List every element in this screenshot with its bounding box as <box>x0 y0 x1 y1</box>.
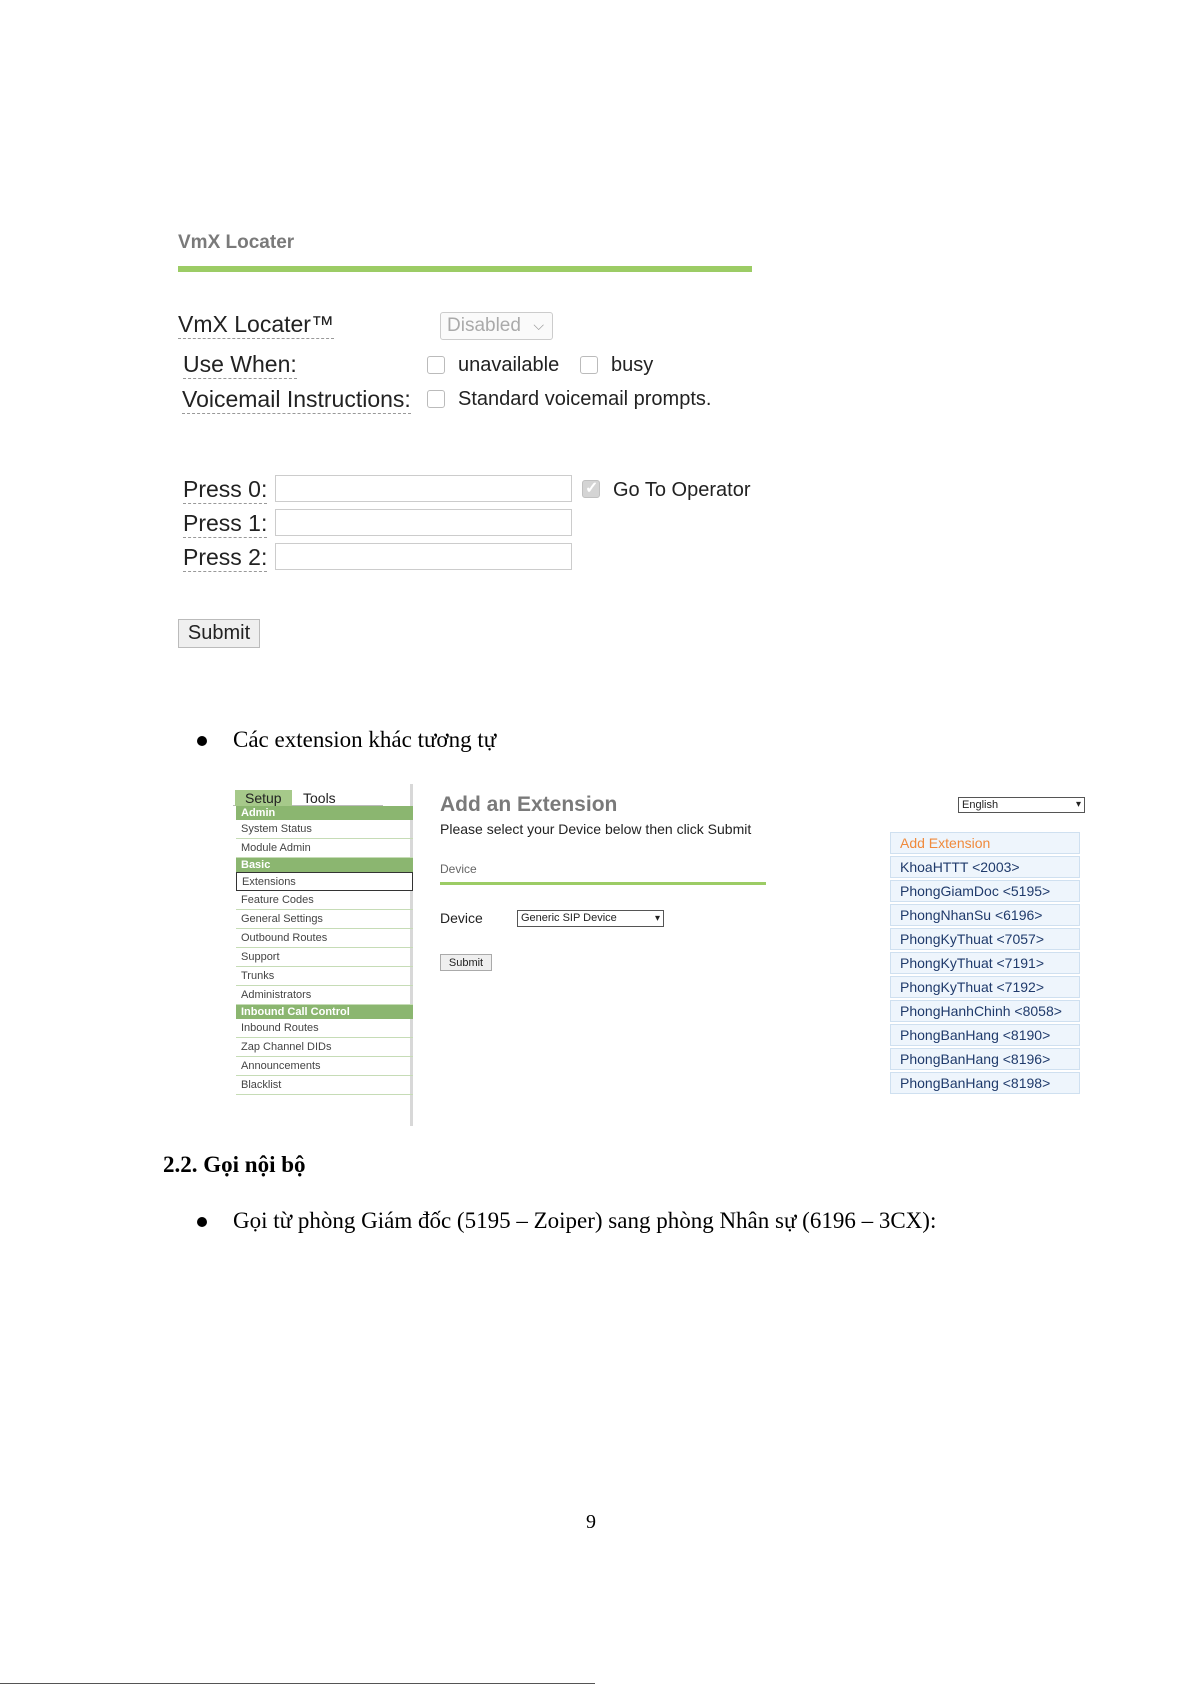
sidebar-item[interactable]: Administrators <box>236 986 413 1005</box>
nav-section-header: Inbound Call Control <box>236 1005 413 1019</box>
sidebar-item[interactable]: Support <box>236 948 413 967</box>
unavailable-label: unavailable <box>458 354 560 376</box>
section-heading: 2.2. Gọi nội bộ <box>163 1152 306 1177</box>
tab-setup[interactable]: Setup <box>235 790 292 806</box>
nav-section-header: Basic <box>236 858 413 872</box>
device-section-rule <box>440 882 766 885</box>
sidebar-item[interactable]: Extensions <box>236 872 413 891</box>
extension-link[interactable]: PhongBanHang <8198> <box>890 1072 1080 1094</box>
busy-label: busy <box>611 354 654 376</box>
sidebar-item[interactable]: System Status <box>236 820 413 839</box>
chevron-down-icon: ▾ <box>1075 799 1081 810</box>
freepbx-panel <box>233 784 1088 1126</box>
sidebar-item[interactable]: Inbound Routes <box>236 1019 413 1038</box>
sidebar-item[interactable]: Module Admin <box>236 839 413 858</box>
use-when-label: Use When: <box>183 351 297 377</box>
bullet-icon <box>197 736 207 746</box>
extension-link[interactable]: PhongHanhChinh <8058> <box>890 1000 1080 1022</box>
press1-label: Press 1: <box>183 510 268 536</box>
page-number: 9 <box>586 1511 596 1533</box>
bullet-text-1: Các extension khác tương tự <box>233 727 497 752</box>
pbx-submit-button[interactable]: Submit <box>440 954 492 971</box>
bullet-text-2: Gọi từ phòng Giám đốc (5195 – Zoiper) sang phòng Nhân sự (6196 – 3CX): <box>233 1208 937 1233</box>
sidebar-item[interactable]: Feature Codes <box>236 891 413 910</box>
footer-rule <box>0 1683 595 1684</box>
extension-link[interactable]: PhongKyThuat <7191> <box>890 952 1080 974</box>
go-to-operator-checkbox[interactable] <box>582 480 600 498</box>
page-subtitle: Please select your Device below then click Submit <box>440 821 752 837</box>
bullet-icon <box>197 1217 207 1227</box>
extension-list <box>890 832 1080 1096</box>
extension-link[interactable]: PhongKyThuat <7192> <box>890 976 1080 998</box>
chevron-down-icon: ⌵ <box>533 317 544 333</box>
vmx-locater-select[interactable] <box>440 312 553 340</box>
sidebar-item[interactable]: Trunks <box>236 967 413 986</box>
extension-link[interactable]: PhongBanHang <8196> <box>890 1048 1080 1070</box>
add-extension-link[interactable]: Add Extension <box>890 832 1080 854</box>
chevron-down-icon: ▾ <box>654 913 660 924</box>
nav-section-header: Admin <box>236 806 413 820</box>
vmx-locater-value: Disabled <box>447 315 521 336</box>
device-section-heading: Device <box>440 862 477 876</box>
standard-prompts-checkbox[interactable] <box>427 390 445 408</box>
device-select-value: Generic SIP Device <box>521 912 617 924</box>
extension-link[interactable]: PhongNhanSu <6196> <box>890 904 1080 926</box>
pbx-sidebar <box>233 784 413 1126</box>
vmx-locater-panel <box>178 232 752 652</box>
sidebar-item[interactable]: Outbound Routes <box>236 929 413 948</box>
sidebar-item[interactable]: Blacklist <box>236 1076 413 1095</box>
vmx-heading: VmX Locater <box>178 232 295 253</box>
pbx-tabs <box>233 790 383 806</box>
language-select-value: English <box>962 799 999 811</box>
device-select[interactable] <box>517 910 664 927</box>
extension-link[interactable]: KhoaHTTT <2003> <box>890 856 1080 878</box>
standard-prompts-label: Standard voicemail prompts. <box>458 388 712 410</box>
extension-link[interactable]: PhongGiamDoc <5195> <box>890 880 1080 902</box>
page-title: Add an Extension <box>440 793 618 816</box>
vmx-submit-button[interactable]: Submit <box>178 619 260 648</box>
press2-label: Press 2: <box>183 544 268 570</box>
press2-input[interactable] <box>275 543 572 570</box>
voicemail-instructions-label: Voicemail Instructions: <box>182 386 411 412</box>
sidebar-item[interactable]: Zap Channel DIDs <box>236 1038 413 1057</box>
sidebar-item[interactable]: General Settings <box>236 910 413 929</box>
go-to-operator-label: Go To Operator <box>613 479 751 501</box>
sidebar-item[interactable]: Announcements <box>236 1057 413 1076</box>
vmx-heading-rule <box>178 266 752 272</box>
vmx-locater-label: VmX Locater™ <box>178 311 334 337</box>
extension-link[interactable]: PhongBanHang <8190> <box>890 1024 1080 1046</box>
pbx-nav-list <box>236 806 413 1095</box>
tab-tools[interactable]: Tools <box>303 790 336 806</box>
busy-checkbox[interactable] <box>580 356 598 374</box>
language-select[interactable] <box>958 797 1085 813</box>
press1-input[interactable] <box>275 509 572 536</box>
extension-link[interactable]: PhongKyThuat <7057> <box>890 928 1080 950</box>
unavailable-checkbox[interactable] <box>427 356 445 374</box>
device-label: Device <box>440 910 483 926</box>
press0-input[interactable] <box>275 475 572 502</box>
press0-label: Press 0: <box>183 476 268 502</box>
